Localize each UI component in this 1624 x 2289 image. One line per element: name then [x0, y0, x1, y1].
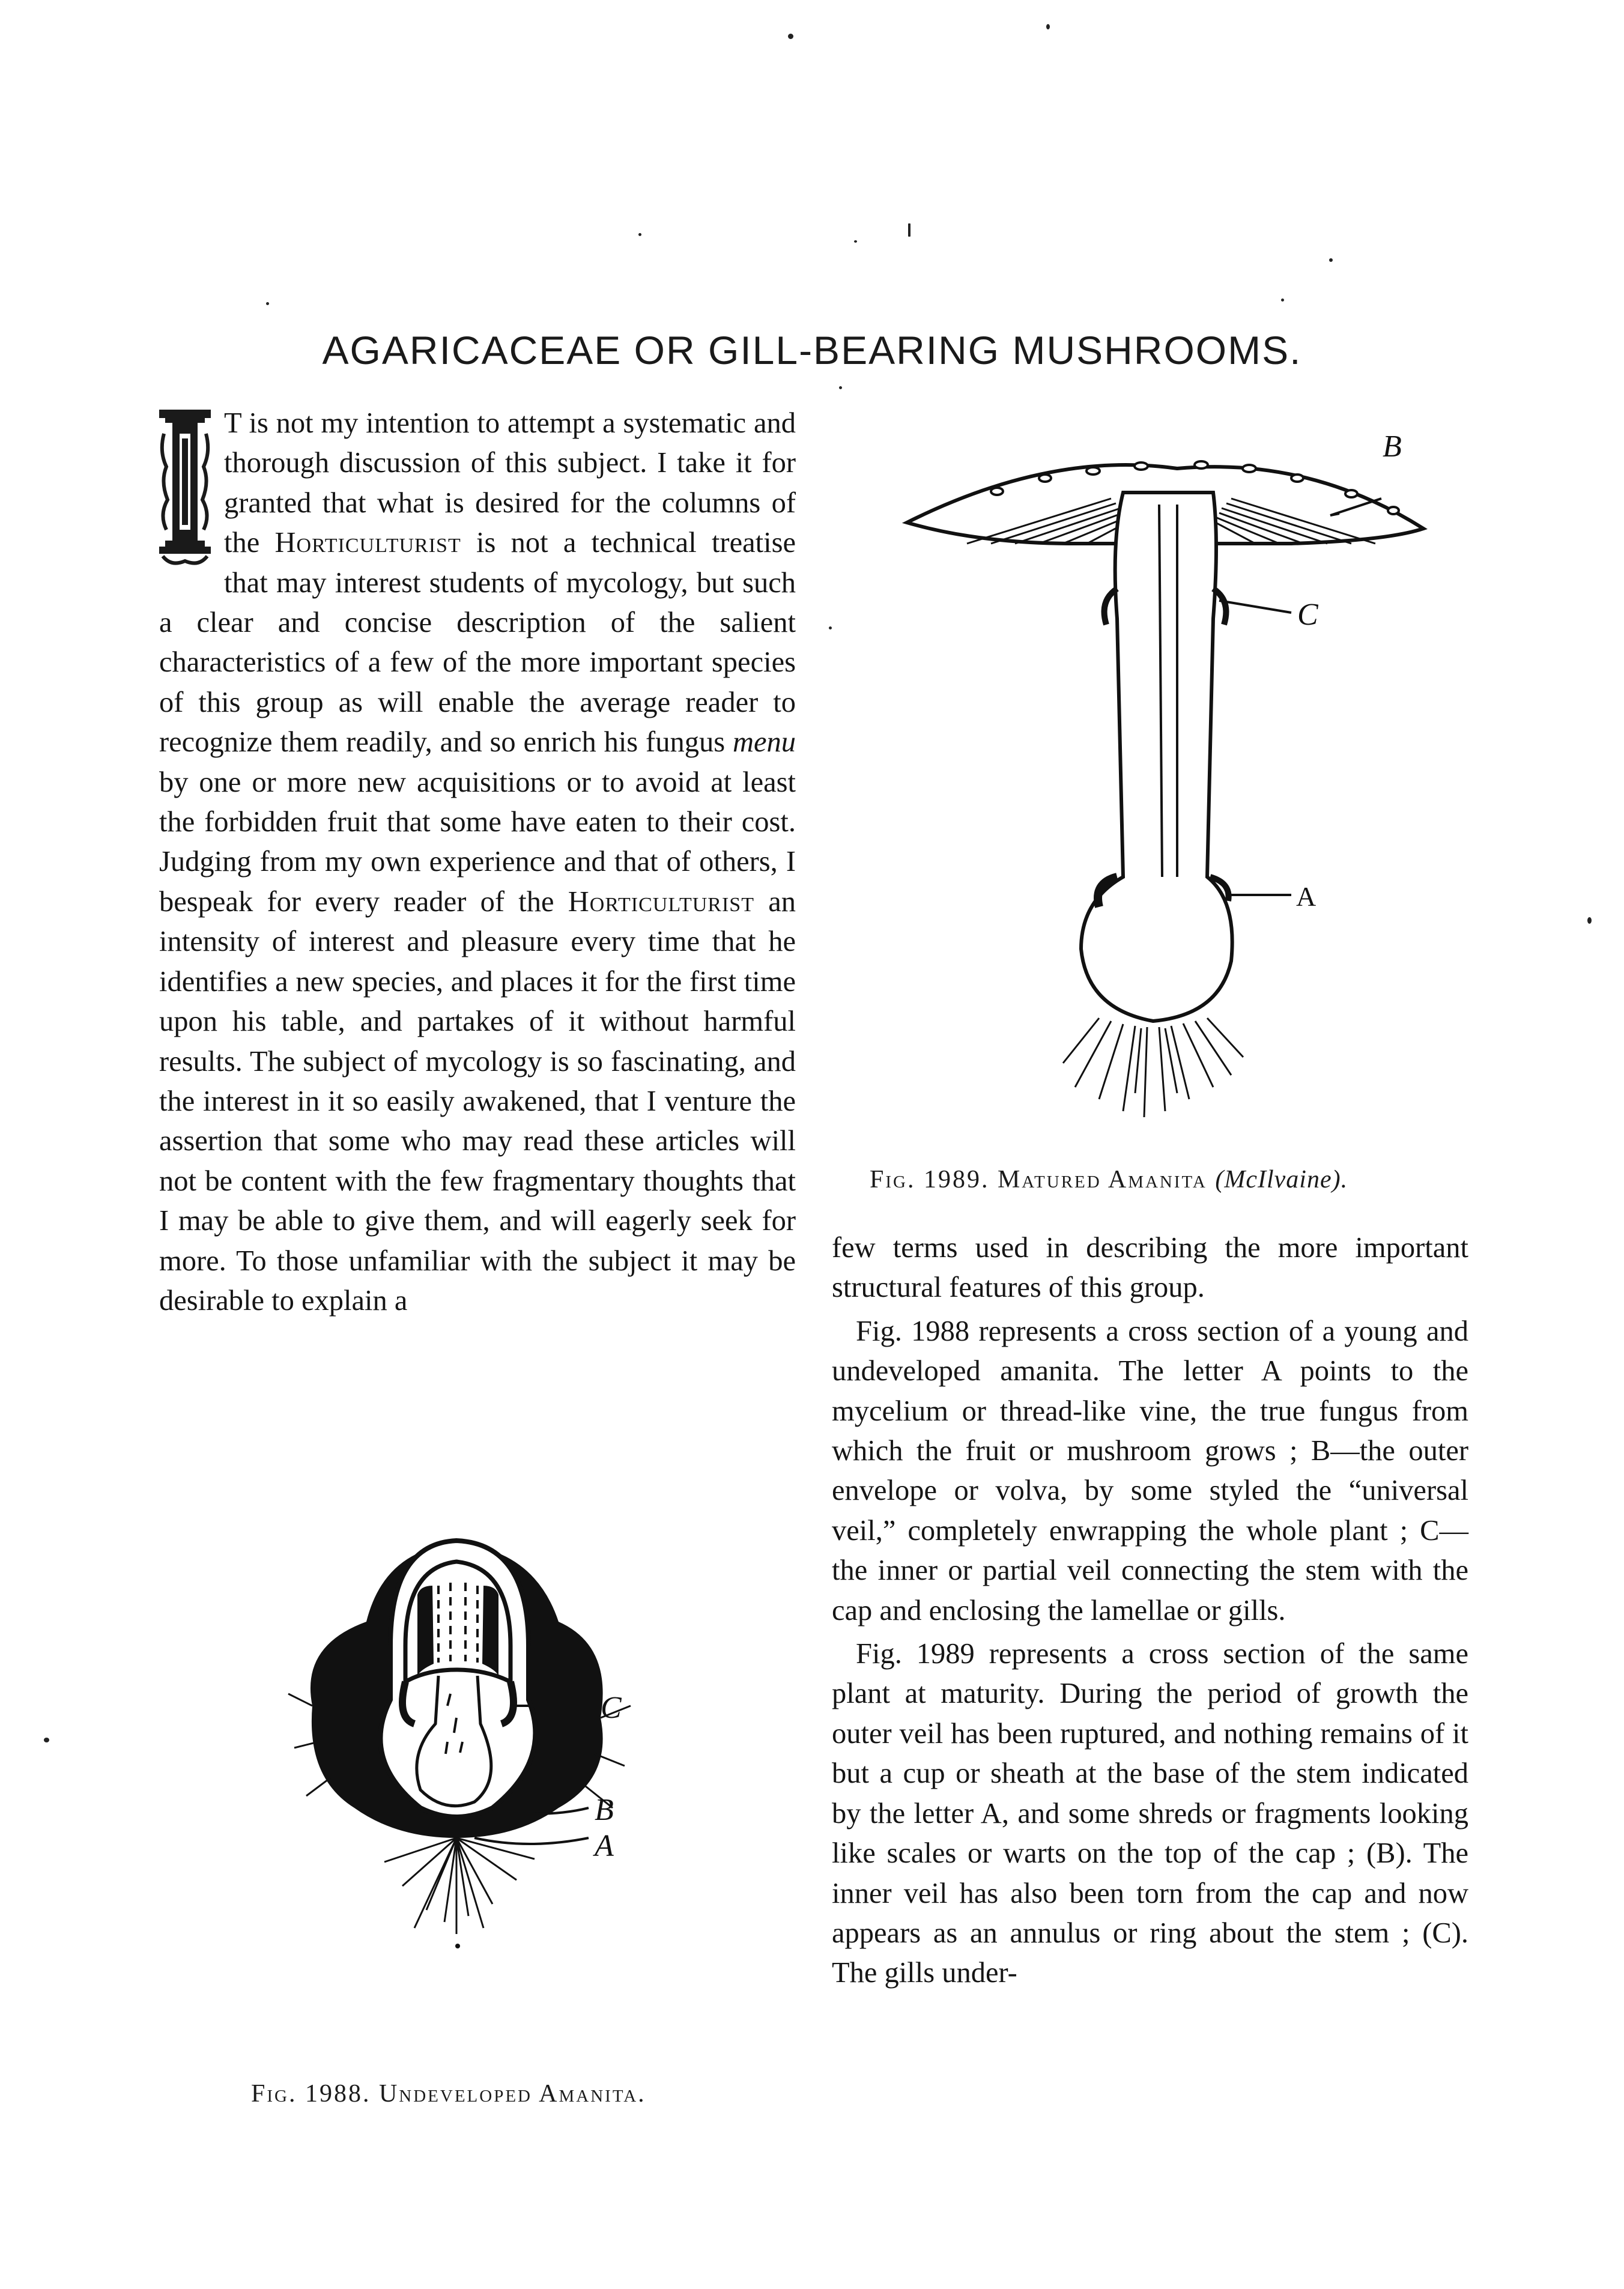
left-text-column [159, 404, 796, 1321]
scan-speck [1329, 258, 1333, 262]
continued-paragraph: few terms used in describing the more important structural features of this group. [832, 1232, 1468, 1304]
scan-speck [839, 386, 842, 389]
right-text-column [832, 1228, 1468, 1993]
undeveloped-amanita-illustration [276, 1526, 697, 2024]
scan-speck [266, 302, 269, 305]
fig-1989-description: Fig. 1989 represents a cross section of the same plant at maturity. During the period of growth the outer veil has been ruptured, and nothing remains of it but a cup or sheath at the base of the stem indicated by the letter A, and some shreds or fragments looking like scales or warts on the top of the cap ; (B). The inner veil has also been torn from the cap and now appears as an annulus or ring about the stem ; (C). The gills under- [832, 1638, 1468, 1989]
scan-speck [1587, 917, 1592, 924]
intro-paragraph [159, 404, 796, 1321]
figure-1989-caption-author: (McIlvaine). [1215, 1166, 1348, 1193]
label-b-1988: B [595, 1793, 614, 1827]
fig-1988-description: Fig. 1988 represents a cross section of a young and undeveloped amanita. The letter A points to the mycelium or thread-like vine, the true fungus from which the fruit or mushroom grows ; B—the outer envelope or volva, by some styled the “universal veil,” completely enwrapping the whole plant ; C—the inner or partial veil connecting the stem with the cap and enclosing the lamellae or gills. [832, 1315, 1468, 1627]
figure-1989-caption [870, 1165, 1348, 1194]
horticulturist-name-1: Horticulturist [274, 527, 461, 559]
intro-text-1: T is not my intention to attempt a systematic and thorough discussion of this subject. I take it for granted that what is desired for the columns of the [224, 407, 796, 559]
label-c-1989: C [1297, 598, 1318, 632]
intro-text-3: by one or more new acquisitions or to avoid at least the forbidden fruit that some have eaten to their cost. Judging from my own experience and that of others, I bespeak for every reader of the [159, 766, 796, 918]
figure-1988-undeveloped-amanita [276, 1526, 697, 2024]
figure-1988-caption: Fig. 1988. Undeveloped Amanita. [251, 2080, 646, 2108]
scan-speck [1281, 299, 1284, 302]
menu-word: menu [732, 726, 796, 759]
figure-1989-caption-text: Fig. 1989. Matured Amanita [870, 1166, 1216, 1193]
scan-speck [829, 626, 832, 629]
scan-speck [788, 34, 793, 39]
scan-speck [1046, 24, 1050, 29]
label-a-1988: A [595, 1829, 614, 1863]
scan-speck [44, 1738, 49, 1742]
scan-speck [908, 223, 910, 237]
intro-text-4: an intensity of interest and pleasure every time that he identifies a new species, and places it for the first time upon his table, and partakes of it without harmful results. The subject of mycology is so fascinating, and the interest in it so easily awakened, that I venture the assertion that some who may read these articles will not be content with the few fragmentary thoughts that I may be able to give them, and will eagerly seek for more. To those unfamiliar with the subject it may be desirable to explain a [159, 885, 796, 1317]
scan-speck [638, 233, 641, 236]
figure-1989-matured-amanita [895, 420, 1459, 1159]
decorative-initial-i [159, 410, 211, 571]
label-c-1988: C [601, 1691, 622, 1725]
ornate-drop-cap-icon [159, 410, 211, 571]
label-b-1989: B [1383, 429, 1402, 464]
scan-speck [854, 240, 857, 243]
matured-amanita-illustration [895, 420, 1459, 1159]
intro-text-2: is not a technical treatise that may interest students of mycology, but such a clear and concise description of the salient characteristics of a few of the more important species of this group as will enable the average reader to recognize them readily, and so enrich his fungus [159, 527, 796, 759]
horticulturist-name-2: Horticulturist [568, 885, 754, 918]
label-a-1989: A [1296, 881, 1316, 912]
article-title: AGARICACEAE OR GILL-BEARING MUSHROOMS. [322, 328, 1302, 372]
